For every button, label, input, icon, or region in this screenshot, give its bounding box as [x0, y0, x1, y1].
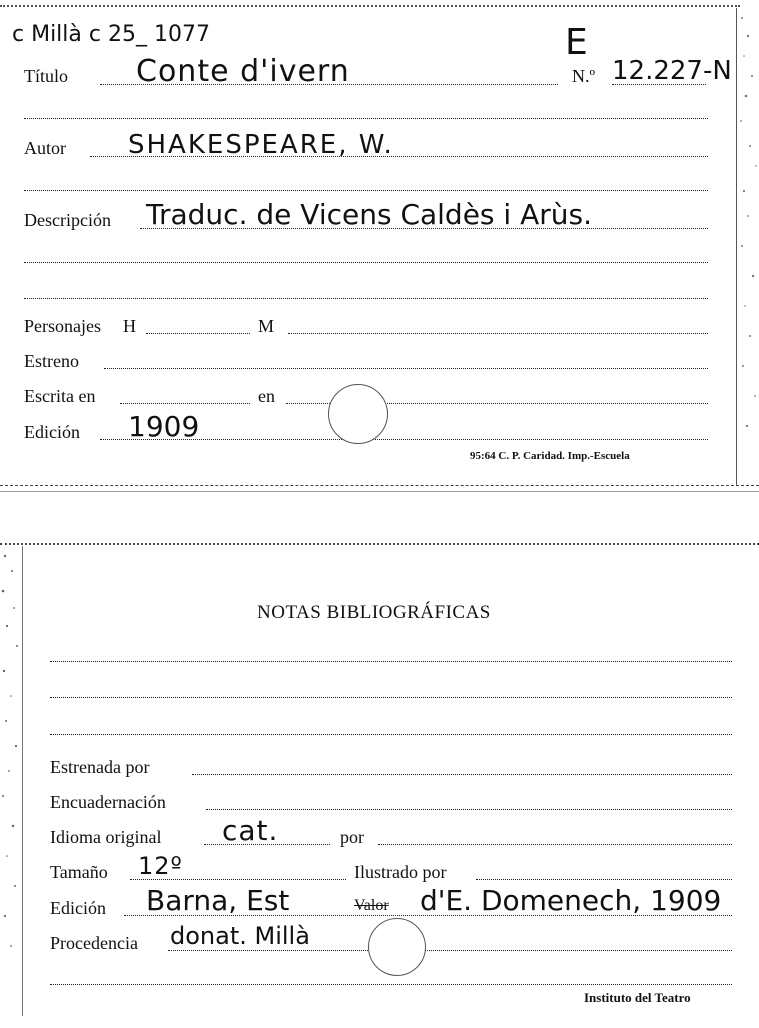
blank-line-3: [24, 262, 708, 263]
personajes-m-line: [288, 333, 708, 334]
personajes-h: H: [123, 316, 136, 336]
blank-line-1: [24, 118, 708, 119]
estrenada-line: [192, 774, 732, 775]
idioma-value: cat.: [222, 814, 279, 847]
top-card-top-edge: [0, 5, 740, 7]
ilustrado-label: Ilustrado por: [354, 862, 447, 882]
personajes-m: M: [258, 316, 275, 336]
titulo-value: Conte d'ivern: [136, 54, 350, 89]
edicion-b-struck: Valor: [354, 897, 389, 914]
idioma-label: Idioma original: [50, 827, 162, 847]
stamp-circle-bottom: [368, 918, 426, 976]
letter-mark: E: [565, 22, 589, 63]
escrita-line: [120, 403, 250, 404]
notas-line-1: [50, 661, 732, 662]
encuadernacion-label: Encuadernación: [50, 792, 166, 812]
notas-bottom-line: [50, 984, 732, 985]
encuadernacion-line: [206, 809, 732, 810]
notas-line-3: [50, 734, 732, 735]
edicion-label: Edición: [24, 422, 80, 442]
edicion-b-value-a: Barna, Est: [146, 884, 290, 917]
descripcion-label: Descripción: [24, 210, 111, 230]
descripcion-value: Traduc. de Vicens Caldès i Arùs.: [146, 198, 593, 231]
procedencia-line: [168, 950, 732, 951]
personajes-label: Personajes: [24, 316, 101, 336]
printer-note: 95:64 C. P. Caridad. Imp.-Escuela: [470, 450, 630, 462]
estrenada-label: Estrenada por: [50, 757, 150, 777]
procedencia-label: Procedencia: [50, 933, 138, 953]
numero-label: N.º: [572, 66, 596, 86]
estreno-label: Estreno: [24, 351, 79, 371]
ilustrado-line: [476, 879, 732, 880]
scan-noise-bottom-left: [0, 546, 22, 986]
top-card-bottom-edge2: [0, 491, 759, 492]
idioma-por-line: [378, 844, 732, 845]
tamano-label: Tamaño: [50, 862, 108, 882]
edicion-b-label: Edición: [50, 898, 106, 918]
numero-value: 12.227-N: [612, 56, 732, 86]
bottom-card-left-edge: [22, 546, 23, 1016]
institution: Instituto del Teatro: [584, 990, 691, 1005]
top-card-bottom-edge: [0, 485, 759, 486]
personajes-h-line: [146, 333, 250, 334]
idioma-por: por: [340, 827, 364, 847]
bottom-card-top-edge: [0, 543, 759, 545]
top-card-right-edge: [736, 8, 737, 486]
autor-label: Autor: [24, 138, 66, 158]
estreno-line: [104, 368, 708, 369]
titulo-label: Título: [24, 66, 68, 86]
scan-noise-top-right: [738, 6, 759, 446]
blank-line-2: [24, 190, 708, 191]
stamp-circle-top: [328, 384, 388, 444]
notas-line-2: [50, 697, 732, 698]
escrita-label: Escrita en: [24, 386, 96, 406]
procedencia-value: donat. Millà: [170, 922, 310, 950]
tamano-value: 12º: [138, 852, 183, 880]
edicion-value: 1909: [128, 410, 200, 443]
edicion-b-value-b: d'E. Domenech, 1909: [420, 884, 722, 917]
notas-heading: NOTAS BIBLIOGRÁFICAS: [257, 602, 491, 623]
blank-line-4: [24, 298, 708, 299]
corner-note: c Millà c 25_ 1077: [12, 22, 210, 47]
escrita-en: en: [258, 386, 275, 406]
autor-value: SHAKESPEARE, W.: [128, 130, 394, 160]
